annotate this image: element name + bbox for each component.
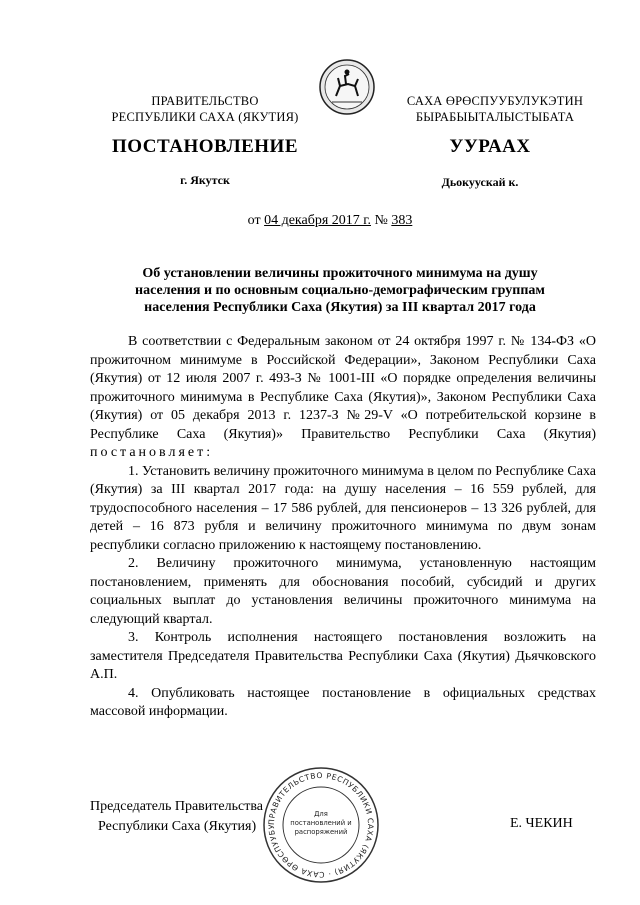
title-line-3: населения Республики Саха (Якутия) за III квартал 2017 года xyxy=(144,300,536,315)
date-line xyxy=(180,213,480,229)
preamble-text: В соответствии с Федеральным законом от 24 октября 1997 г. № 134-ФЗ «О прожиточном минимуме в Российской Федерации», Законом Республики Саха (Якутия) от 12 июля 2007 г. 493-З № 1001-III «О порядке определения величины прожиточного минимума в Республике Саха (Якутия)», Законом Республики Саха (Якутия) от 05 декабря 2013 г. 1237-З №29-V «О потребительской корзине в Республике Саха (Якутия)» Правительство Республики Саха (Якутия) xyxy=(90,334,596,442)
city-left: г. Якутск xyxy=(180,173,230,187)
item-4: 4. Опубликовать настоящее постановление в официальных средствах массовой информации. xyxy=(90,685,596,719)
header-left xyxy=(95,93,315,125)
signature-title xyxy=(90,797,290,837)
header-right xyxy=(380,93,610,125)
item-3: 3. Контроль исполнения настоящего постановления возложить на заместителя Председателя Правительства Республики Саха (Якутия) Дьячковского А.П. xyxy=(90,630,596,682)
header-right-line-2: БЫРАБЫЫТАЛЫСТЫБАТА xyxy=(415,110,575,124)
header-left-line-2: РЕСПУБЛИКИ САХА (ЯКУТИЯ) xyxy=(111,110,299,124)
seal-inner-3: распоряжений xyxy=(294,828,348,836)
official-seal xyxy=(262,766,380,884)
doc-number: 383 xyxy=(391,213,413,228)
item-2: 2. Величину прожиточного минимума, установленную настоящим постановлением, применять для обоснования пособий, субсидий и других социальных выплат до установления величины прожиточного минимума на следующий квартал. xyxy=(90,556,596,627)
doc-type-right: УУРААХ xyxy=(449,136,531,157)
header-right-line-1: САХА ӨРӨСПУУБУЛУКЭТИН xyxy=(406,94,584,108)
title-line-2: населения и по основным социально-демографическим группам xyxy=(135,283,545,298)
preamble xyxy=(90,333,596,463)
doc-type-left: ПОСТАНОВЛЕНИЕ xyxy=(111,136,299,157)
seal-inner-2: постановлений и xyxy=(290,819,352,827)
signatory-name: Е. ЧЕКИН xyxy=(510,816,573,831)
seal-ring-text: ПРАВИТЕЛЬСТВО РЕСПУБЛИКИ САХА (ЯКУТИЯ) · САХА ӨРӨСПУУБУ xyxy=(266,770,376,880)
city-right: Дьокуускай к. xyxy=(441,175,519,189)
header-left-line-1: ПРАВИТЕЛЬСТВО xyxy=(151,94,259,108)
document-body xyxy=(90,333,596,722)
coat-of-arms-icon xyxy=(318,58,376,116)
item-1: 1. Установить величину прожиточного минимума в целом по Республике Саха (Якутия) за III квартал 2017 года: на душу населения – 16 559 рублей, для трудоспособного населения – 17 586 рублей, для пенсионеров – 13 326 рублей, для детей – 16 873 рубля и величину прожиточного минимума по двум зонам республики согласно приложению к настоящему постановлению. xyxy=(90,463,596,553)
preamble-decree: постановляет: xyxy=(90,445,214,460)
signature-title-line-1: Председатель Правительства xyxy=(90,799,263,814)
date-mid: № xyxy=(370,213,392,228)
date-prefix: от xyxy=(247,213,265,228)
seal-inner-1: Для xyxy=(314,810,328,818)
title-line-1: Об установлении величины прожиточного минимума на душу xyxy=(142,266,538,281)
document-title xyxy=(100,265,580,316)
doc-date: 04 декабря 2017 г. xyxy=(264,213,371,228)
signature-title-line-2: Республики Саха (Якутия) xyxy=(98,819,257,834)
